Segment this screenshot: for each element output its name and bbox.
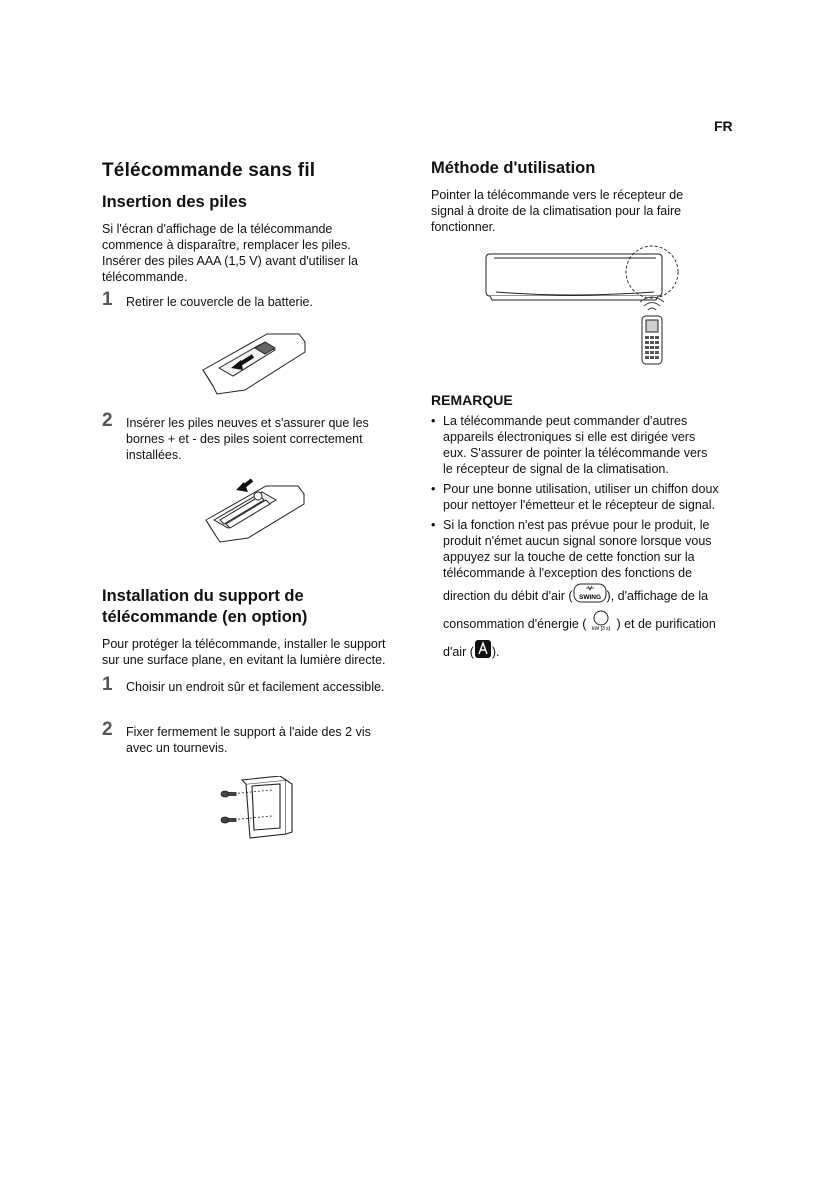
step-text-line: installées. [126, 448, 182, 462]
method-text-line: Pointer la télécommande vers le récepteur de [431, 188, 684, 202]
step-text [126, 415, 369, 463]
note-line: Pour une bonne utilisation, utiliser un chiffon doux [443, 482, 719, 496]
battery-intro-line: télécommande. [102, 270, 188, 284]
step-text-line: Fixer fermement le support à l'aide des 2 vis [126, 725, 371, 739]
step-number: 1 [102, 289, 113, 310]
method-text-line: signal à droite de la climatisation pour la faire [431, 204, 682, 218]
step-text: Choisir un endroit sûr et facilement accessible. [126, 680, 385, 694]
note-line: La télécommande peut commander d'autres [443, 414, 688, 428]
note-line: le récepteur de signal de la climatisation. [443, 462, 669, 476]
step-text: Retirer le couvercle de la batterie. [126, 295, 313, 309]
energy-icon-label: kW [3 s] [592, 626, 611, 632]
holder-intro-line: Pour protéger la télécommande, installer le support [102, 637, 386, 651]
remarque-list [431, 413, 751, 670]
note-item [431, 481, 751, 513]
battery-step-2 [102, 410, 402, 465]
note-line: eux. S'assurer de pointer la télécommande vers [443, 446, 708, 460]
note-item [431, 517, 751, 666]
note-item [431, 413, 751, 477]
battery-intro-line: Si l'écran d'affichage de la télécommande [102, 222, 333, 236]
note-text: consommation d'énergie ( [443, 616, 587, 631]
holder-heading [102, 586, 307, 628]
page-title: Télécommande sans fil [102, 160, 316, 181]
note-line-with-icon [443, 610, 751, 639]
battery-step-1 [102, 289, 402, 314]
note-line: appareils électroniques si elle est dirigée vers [443, 430, 696, 444]
swing-icon-label: SWING [578, 594, 601, 601]
step-text-line: bornes + et - des piles soient correctement [126, 432, 363, 446]
holder-intro [102, 636, 386, 668]
note-line: produit n'émet aucun signal sonore lorsque vous [443, 534, 712, 548]
holder-step-2 [102, 719, 412, 758]
note-line: télécommande à l'exception des fonctions de [443, 566, 693, 580]
note-line-with-icon [443, 639, 751, 666]
battery-heading: Insertion des piles [102, 193, 247, 211]
language-label: FR [714, 118, 733, 134]
method-heading: Méthode d'utilisation [431, 159, 596, 177]
note-text: ), d'affichage de la [606, 588, 709, 603]
note-line: appuyez sur la touche de cette fonction sur la [443, 550, 695, 564]
battery-intro-line: commence à disparaître, remplacer les piles. [102, 238, 351, 252]
note-line: Si la fonction n'est pas prévue pour le produit, le [443, 518, 710, 532]
holder-step-1 [102, 674, 412, 699]
holder-heading-line: Installation du support de [102, 587, 304, 605]
note-line: pour nettoyer l'émetteur et le récepteur de signal. [443, 498, 715, 512]
holder-heading-line: télécommande (en option) [102, 608, 308, 626]
ac-unit-and-remote-illustration [482, 244, 684, 370]
note-text: direction du débit d'air ( [443, 588, 573, 603]
note-line-with-icon [443, 583, 751, 610]
method-text [431, 187, 683, 235]
note-text: ) et de purification [616, 616, 716, 631]
step-text-line: Insérer les piles neuves et s'assurer que les [126, 416, 369, 430]
energy-display-button-icon [586, 610, 616, 639]
swing-button-icon [573, 583, 607, 610]
battery-intro-line: Insérer des piles AAA (1,5 V) avant d'utiliser la [102, 254, 358, 268]
method-text-line: fonctionner. [431, 220, 496, 234]
battery-intro [102, 221, 358, 285]
note-text: ). [491, 644, 500, 659]
insert-batteries-illustration [202, 474, 314, 544]
remarque-title: REMARQUE [431, 392, 513, 408]
step-text [126, 724, 371, 756]
step-text-line: avec un tournevis. [126, 741, 228, 755]
air-purification-button-icon [474, 639, 492, 666]
step-number: 1 [102, 674, 113, 695]
step-number: 2 [102, 719, 113, 740]
remote-holder-illustration [216, 776, 306, 840]
holder-intro-line: sur une surface plane, en evitant la lumière directe. [102, 653, 386, 667]
remove-battery-cover-illustration [195, 328, 315, 396]
note-text: d'air ( [443, 644, 474, 659]
step-number: 2 [102, 410, 113, 431]
